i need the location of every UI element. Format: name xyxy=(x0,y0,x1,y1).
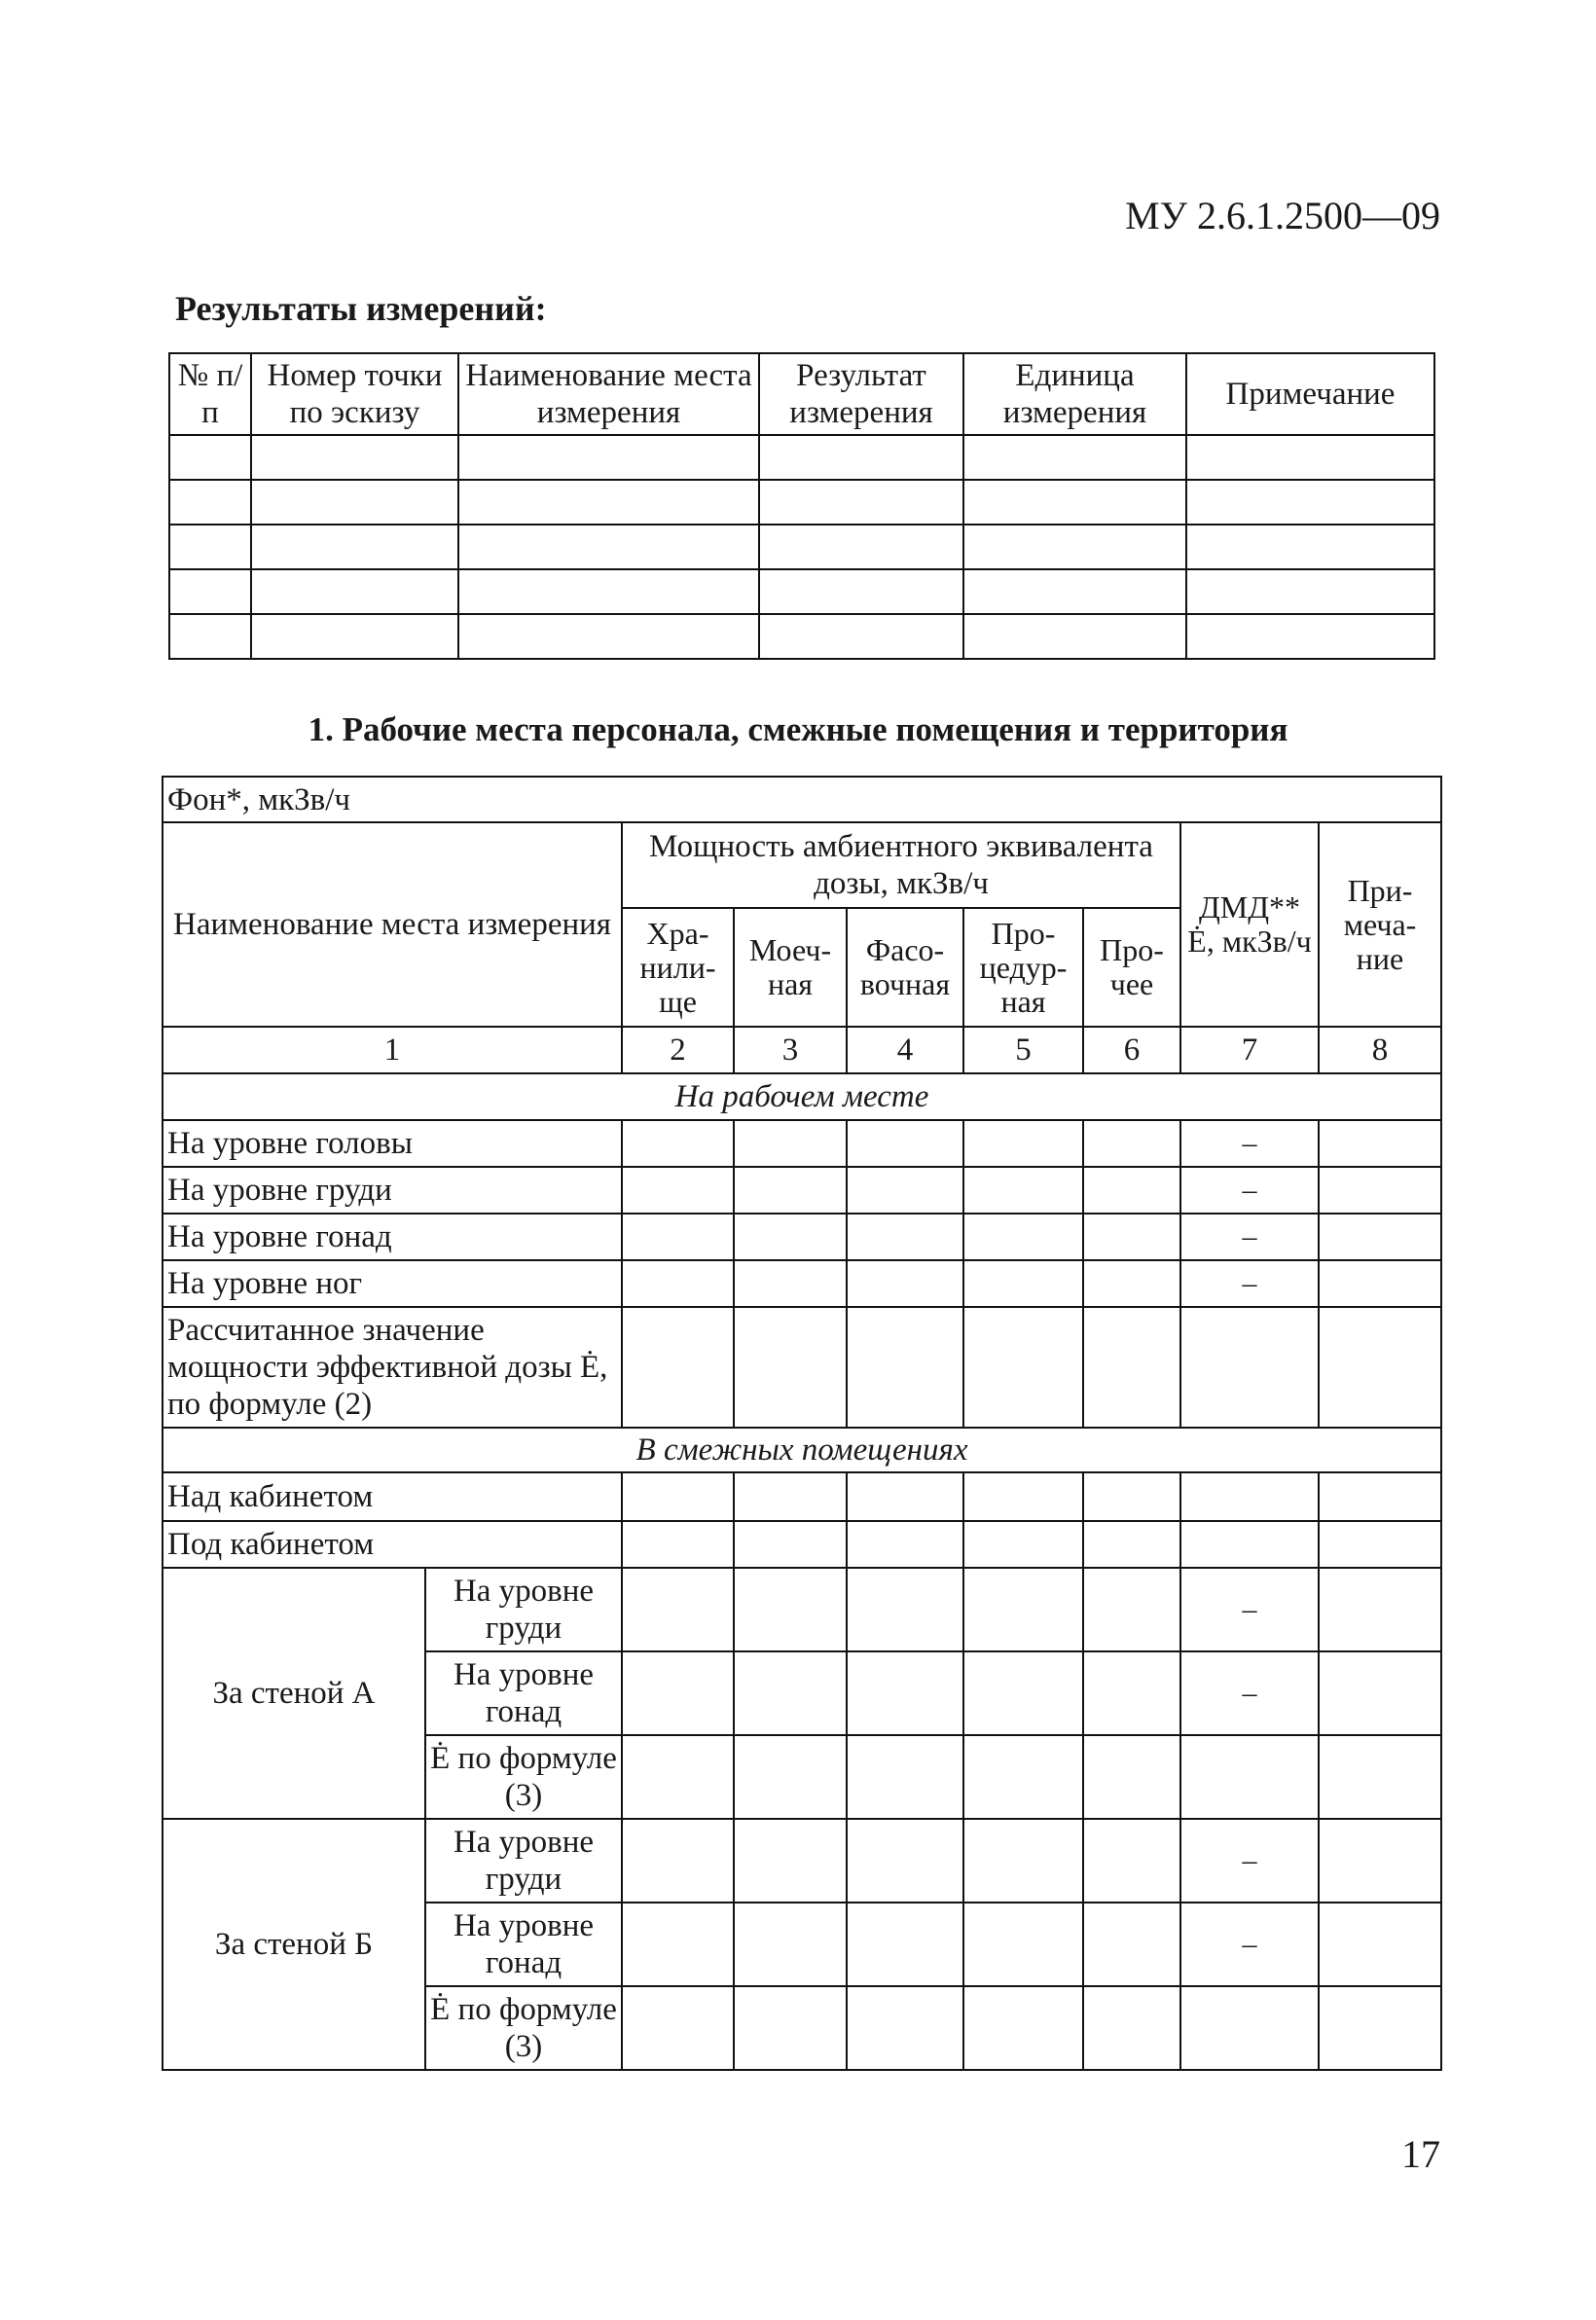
table-cell[interactable] xyxy=(458,614,759,659)
row-label: Ė по формуле (3) xyxy=(425,1735,622,1819)
col-storage-header: Хра-нили-ще xyxy=(622,908,734,1027)
col-number: 3 xyxy=(734,1027,847,1073)
table-cell[interactable] xyxy=(1083,1120,1180,1167)
table-cell[interactable] xyxy=(1319,1307,1441,1428)
table-cell[interactable] xyxy=(734,1214,847,1260)
table-cell[interactable] xyxy=(847,1307,963,1428)
row-label: На уровне ног xyxy=(163,1260,622,1307)
group-adjacent-label: В смежных помещениях xyxy=(163,1428,1441,1472)
table-cell[interactable] xyxy=(622,1260,734,1307)
row-label: На уровне груди xyxy=(425,1568,622,1651)
row-label: На уровне гонад xyxy=(425,1903,622,1986)
table-cell[interactable] xyxy=(1319,1472,1441,1521)
results-col-point: Номер точки по эскизу xyxy=(251,353,458,435)
table-cell[interactable] xyxy=(1083,1260,1180,1307)
table-cell[interactable] xyxy=(1083,1568,1180,1651)
table-cell[interactable] xyxy=(1180,1735,1319,1819)
table-cell[interactable] xyxy=(847,1986,963,2070)
table-row xyxy=(163,1472,1441,1521)
table-row xyxy=(163,1568,1441,1651)
results-col-note: Примечание xyxy=(1186,353,1434,435)
col-note-header: При-меча-ние xyxy=(1319,822,1441,1027)
table-row xyxy=(163,1214,1441,1260)
table-cell[interactable] xyxy=(963,1651,1083,1735)
table-row xyxy=(169,435,1434,480)
row-label: На уровне груди xyxy=(425,1819,622,1903)
table-cell[interactable] xyxy=(847,1735,963,1819)
table-cell[interactable] xyxy=(734,1819,847,1903)
dash-cell: – xyxy=(1180,1903,1319,1986)
table-cell[interactable] xyxy=(847,1472,963,1521)
table-cell[interactable] xyxy=(622,1903,734,1986)
table-cell[interactable] xyxy=(622,1307,734,1428)
table-cell[interactable] xyxy=(759,480,963,525)
table-cell[interactable] xyxy=(1180,1472,1319,1521)
table-cell[interactable] xyxy=(622,1651,734,1735)
dash-cell: – xyxy=(1180,1819,1319,1903)
col-dmd-header: ДМД** Ė, мкЗв/ч xyxy=(1180,822,1319,1027)
table-cell[interactable] xyxy=(734,1472,847,1521)
row-label: На уровне груди xyxy=(163,1167,622,1214)
results-col-place: Наименование места измерения xyxy=(458,353,759,435)
table-cell[interactable] xyxy=(847,1568,963,1651)
table-cell[interactable] xyxy=(622,1568,734,1651)
table-cell[interactable] xyxy=(251,435,458,480)
background-label: Фон*, мкЗв/ч xyxy=(163,777,1441,822)
table-cell[interactable] xyxy=(1083,1521,1180,1568)
table-cell[interactable] xyxy=(1083,1735,1180,1819)
measurement-table xyxy=(162,776,1442,2071)
col-number: 2 xyxy=(622,1027,734,1073)
wall-b-label: За стеной Б xyxy=(163,1819,425,2070)
dash-cell: – xyxy=(1180,1214,1319,1260)
table-cell[interactable] xyxy=(1186,525,1434,569)
results-table xyxy=(168,352,1435,660)
col-power-header: Мощность амбиентного эквивалента дозы, мкЗв/ч xyxy=(622,822,1180,908)
col-other-header: Про-чее xyxy=(1083,908,1180,1027)
table-cell[interactable] xyxy=(734,1521,847,1568)
dash-cell: – xyxy=(1180,1260,1319,1307)
group-row xyxy=(163,1073,1441,1120)
table-cell[interactable] xyxy=(847,1651,963,1735)
table-cell[interactable] xyxy=(734,1167,847,1214)
table-cell[interactable] xyxy=(963,1568,1083,1651)
table-cell[interactable] xyxy=(963,435,1186,480)
table-row xyxy=(163,1167,1441,1214)
row-label: Под кабинетом xyxy=(163,1521,622,1568)
table-cell[interactable] xyxy=(1180,1307,1319,1428)
table-cell[interactable] xyxy=(1180,1521,1319,1568)
table-cell[interactable] xyxy=(458,435,759,480)
calc-row-label: Рассчитанное значение мощности эффективной дозы Ė, по формуле (2) xyxy=(163,1307,622,1428)
table-cell[interactable] xyxy=(847,1167,963,1214)
table-cell[interactable] xyxy=(622,1214,734,1260)
table-cell[interactable] xyxy=(963,1472,1083,1521)
table-cell[interactable] xyxy=(734,1307,847,1428)
document-code: МУ 2.6.1.2500—09 xyxy=(1125,194,1440,237)
column-number-row xyxy=(163,1027,1441,1073)
col-number: 7 xyxy=(1180,1027,1319,1073)
results-col-unit: Единица измерения xyxy=(963,353,1186,435)
results-heading: Результаты измерений: xyxy=(175,289,547,328)
table-row xyxy=(163,1521,1441,1568)
section-1-heading: 1. Рабочие места персонала, смежные помещения и территория xyxy=(308,710,1288,748)
table-cell[interactable] xyxy=(458,480,759,525)
table-cell[interactable] xyxy=(1186,480,1434,525)
table-cell[interactable] xyxy=(1083,1307,1180,1428)
table-cell[interactable] xyxy=(847,1214,963,1260)
group-workplace-label: На рабочем месте xyxy=(163,1073,1441,1120)
table-cell[interactable] xyxy=(734,1651,847,1735)
table-cell[interactable] xyxy=(734,1986,847,2070)
table-cell[interactable] xyxy=(622,1735,734,1819)
table-cell[interactable] xyxy=(963,1986,1083,2070)
col-number: 4 xyxy=(847,1027,963,1073)
table-cell[interactable] xyxy=(847,1819,963,1903)
table-cell[interactable] xyxy=(1083,1651,1180,1735)
dash-cell: – xyxy=(1180,1167,1319,1214)
table-cell[interactable] xyxy=(169,525,251,569)
table-cell[interactable] xyxy=(1083,1819,1180,1903)
table-cell[interactable] xyxy=(251,614,458,659)
table-cell[interactable] xyxy=(169,614,251,659)
table-cell[interactable] xyxy=(251,569,458,614)
table-cell[interactable] xyxy=(963,1819,1083,1903)
table-cell[interactable] xyxy=(1319,1735,1441,1819)
table-cell[interactable] xyxy=(458,525,759,569)
col-procedure-header: Про-цедур-ная xyxy=(963,908,1083,1027)
table-cell[interactable] xyxy=(1186,435,1434,480)
table-cell[interactable] xyxy=(169,435,251,480)
table-row xyxy=(163,1120,1441,1167)
table-cell[interactable] xyxy=(1319,1903,1441,1986)
table-cell[interactable] xyxy=(1319,1260,1441,1307)
table-cell[interactable] xyxy=(1180,1986,1319,2070)
table-cell[interactable] xyxy=(963,1735,1083,1819)
table-row xyxy=(169,525,1434,569)
table-row xyxy=(163,1260,1441,1307)
table-cell[interactable] xyxy=(963,525,1186,569)
group-row xyxy=(163,1428,1441,1472)
background-row xyxy=(163,777,1441,822)
table-cell[interactable] xyxy=(622,1120,734,1167)
table-cell[interactable] xyxy=(963,480,1186,525)
col-number: 5 xyxy=(963,1027,1083,1073)
table-cell[interactable] xyxy=(963,1214,1083,1260)
page-number: 17 xyxy=(1401,2132,1440,2176)
table-row xyxy=(163,1819,1441,1903)
table-cell[interactable] xyxy=(458,569,759,614)
dash-cell: – xyxy=(1180,1651,1319,1735)
table-cell[interactable] xyxy=(759,614,963,659)
table-cell[interactable] xyxy=(622,1167,734,1214)
table-cell[interactable] xyxy=(963,1521,1083,1568)
col-number: 8 xyxy=(1319,1027,1441,1073)
table-cell[interactable] xyxy=(1319,1568,1441,1651)
table-cell[interactable] xyxy=(622,1521,734,1568)
results-header-row xyxy=(169,353,1434,435)
table-cell[interactable] xyxy=(1186,614,1434,659)
table-cell[interactable] xyxy=(759,525,963,569)
table-row xyxy=(163,1307,1441,1428)
table-cell[interactable] xyxy=(1083,1986,1180,2070)
table-row xyxy=(169,569,1434,614)
header-row-1 xyxy=(163,822,1441,908)
col-packing-header: Фасо-вочная xyxy=(847,908,963,1027)
results-col-number: № п/п xyxy=(169,353,251,435)
table-cell[interactable] xyxy=(1083,1214,1180,1260)
table-cell[interactable] xyxy=(847,1521,963,1568)
col-number: 6 xyxy=(1083,1027,1180,1073)
table-row xyxy=(169,480,1434,525)
table-cell[interactable] xyxy=(1319,1214,1441,1260)
table-cell[interactable] xyxy=(963,1307,1083,1428)
table-cell[interactable] xyxy=(734,1260,847,1307)
dash-cell: – xyxy=(1180,1568,1319,1651)
table-cell[interactable] xyxy=(963,614,1186,659)
table-cell[interactable] xyxy=(1083,1167,1180,1214)
table-cell[interactable] xyxy=(734,1568,847,1651)
row-label: На уровне гонад xyxy=(163,1214,622,1260)
table-cell[interactable] xyxy=(1083,1903,1180,1986)
table-cell[interactable] xyxy=(622,1819,734,1903)
table-cell[interactable] xyxy=(1319,1120,1441,1167)
table-cell[interactable] xyxy=(251,525,458,569)
table-cell[interactable] xyxy=(847,1260,963,1307)
col-name-header: Наименование места измерения xyxy=(163,822,622,1027)
table-cell[interactable] xyxy=(759,569,963,614)
table-cell[interactable] xyxy=(251,480,458,525)
col-number: 1 xyxy=(163,1027,622,1073)
table-cell[interactable] xyxy=(622,1472,734,1521)
table-cell[interactable] xyxy=(1319,1521,1441,1568)
table-cell[interactable] xyxy=(963,1260,1083,1307)
row-label: Над кабинетом xyxy=(163,1472,622,1521)
table-row xyxy=(169,614,1434,659)
table-cell[interactable] xyxy=(169,569,251,614)
row-label: На уровне головы xyxy=(163,1120,622,1167)
table-cell[interactable] xyxy=(1319,1651,1441,1735)
table-cell[interactable] xyxy=(1083,1472,1180,1521)
results-col-result: Результат измерения xyxy=(759,353,963,435)
table-cell[interactable] xyxy=(847,1120,963,1167)
table-cell[interactable] xyxy=(1186,569,1434,614)
table-cell[interactable] xyxy=(963,569,1186,614)
table-cell[interactable] xyxy=(847,1903,963,1986)
row-label: Ė по формуле (3) xyxy=(425,1986,622,2070)
table-cell[interactable] xyxy=(169,480,251,525)
col-washroom-header: Моеч-ная xyxy=(734,908,847,1027)
row-label: На уровне гонад xyxy=(425,1651,622,1735)
table-cell[interactable] xyxy=(1319,1167,1441,1214)
table-cell[interactable] xyxy=(622,1986,734,2070)
table-cell[interactable] xyxy=(963,1903,1083,1986)
wall-a-label: За стеной А xyxy=(163,1568,425,1819)
table-cell[interactable] xyxy=(734,1903,847,1986)
table-cell[interactable] xyxy=(734,1120,847,1167)
table-cell[interactable] xyxy=(734,1735,847,1819)
table-cell[interactable] xyxy=(759,435,963,480)
table-cell[interactable] xyxy=(1319,1819,1441,1903)
table-cell[interactable] xyxy=(1319,1986,1441,2070)
table-cell[interactable] xyxy=(963,1167,1083,1214)
table-cell[interactable] xyxy=(963,1120,1083,1167)
dash-cell: – xyxy=(1180,1120,1319,1167)
